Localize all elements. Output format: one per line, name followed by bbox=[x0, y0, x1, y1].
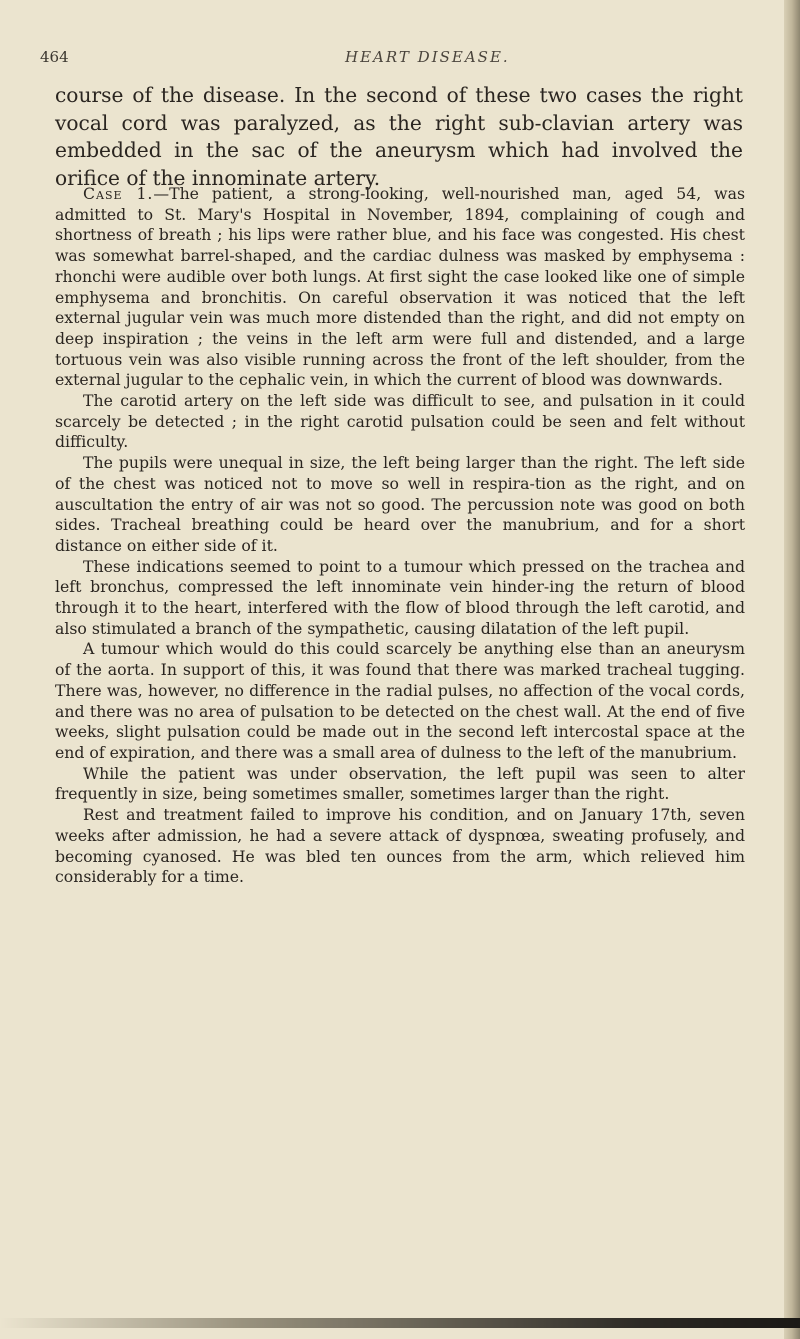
page-edge-shadow bbox=[784, 0, 800, 1339]
case-paragraph-6: While the patient was under observation, the left pupil was seen to alter frequently in size, being sometimes smaller, sometimes larger than the right. bbox=[55, 763, 745, 804]
page-header bbox=[40, 48, 750, 74]
case-paragraph-3: The pupils were unequal in size, the left being larger than the right. The left side of the chest was noticed not to move so well in respira-tion as the right, and on auscultation the entry of air was not so good. The percussion note was good on both sides. Tracheal breathing could be heard over the manubrium, and for a short distance on either side of it. bbox=[55, 453, 745, 555]
case-paragraph-2: The carotid artery on the left side was difficult to see, and pulsation in it could scarcely be detected ; in the right carotid pulsation could be seen and felt without difficulty. bbox=[55, 391, 745, 452]
running-head: HEART DISEASE. bbox=[345, 48, 510, 66]
scan-bottom-edge bbox=[0, 1318, 800, 1328]
case-paragraph-1-text: —The patient, a strong-looking, well-nourished man, aged 54, was admitted to St. Mary's Hospital in November, 1894, complaining of cough and shortness of breath ; his lips were rather blue, and his face was congested. His chest was somewhat barrel-shaped, and the cardiac dulness was masked by emphysema : rhonchi were audible over both lungs. At first sight the case looked like one of simple emphysema and bronchitis. On careful observation it was noticed that the left external jugular vein was much more distended than the right, and did not empty on deep inspiration ; the veins in the left arm were full and distended, and a large tortuous vein was also visible running across the front of the left shoulder, from the external jugular to the cephalic vein, in which the current of blood was downwards. bbox=[55, 184, 746, 390]
case-report bbox=[55, 184, 745, 888]
case-paragraph-5: A tumour which would do this could scarcely be anything else than an aneurysm of the aorta. In support of this, it was found that there was marked tracheal tugging. There was, however, no difference in the radial pulses, no affection of the vocal cords, and there was no area of pulsation to be detected on the chest wall. At the end of five weeks, slight pulsation could be made out in the second left intercostal space at the end of expiration, and there was a small area of dulness to the left of the manubrium. bbox=[55, 639, 745, 762]
case-paragraph-1 bbox=[55, 184, 745, 391]
page-number: 464 bbox=[40, 48, 69, 66]
lead-paragraph: course of the disease. In the second of these two cases the right vocal cord was paralyzed, as the right sub-clavian artery was embedded in the sac of the aneurysm which had involved the orifice of the innominate artery. bbox=[55, 83, 743, 190]
case-paragraph-7: Rest and treatment failed to improve his condition, and on January 17th, seven weeks after admission, he had a severe attack of dyspnœa, sweating profusely, and becoming cyanosed. He was bled ten ounces from the arm, which relieved him considerably for a time. bbox=[55, 805, 745, 887]
case-paragraph-4: These indications seemed to point to a tumour which pressed on the trachea and left bronchus, compressed the left innominate vein hinder-ing the return of blood through it to the heart, interfered with the flow of blood through the left carotid, and also stimulated a branch of the sympathetic, causing dilatation of the left pupil. bbox=[55, 556, 745, 638]
case-label: Case 1. bbox=[83, 184, 154, 203]
